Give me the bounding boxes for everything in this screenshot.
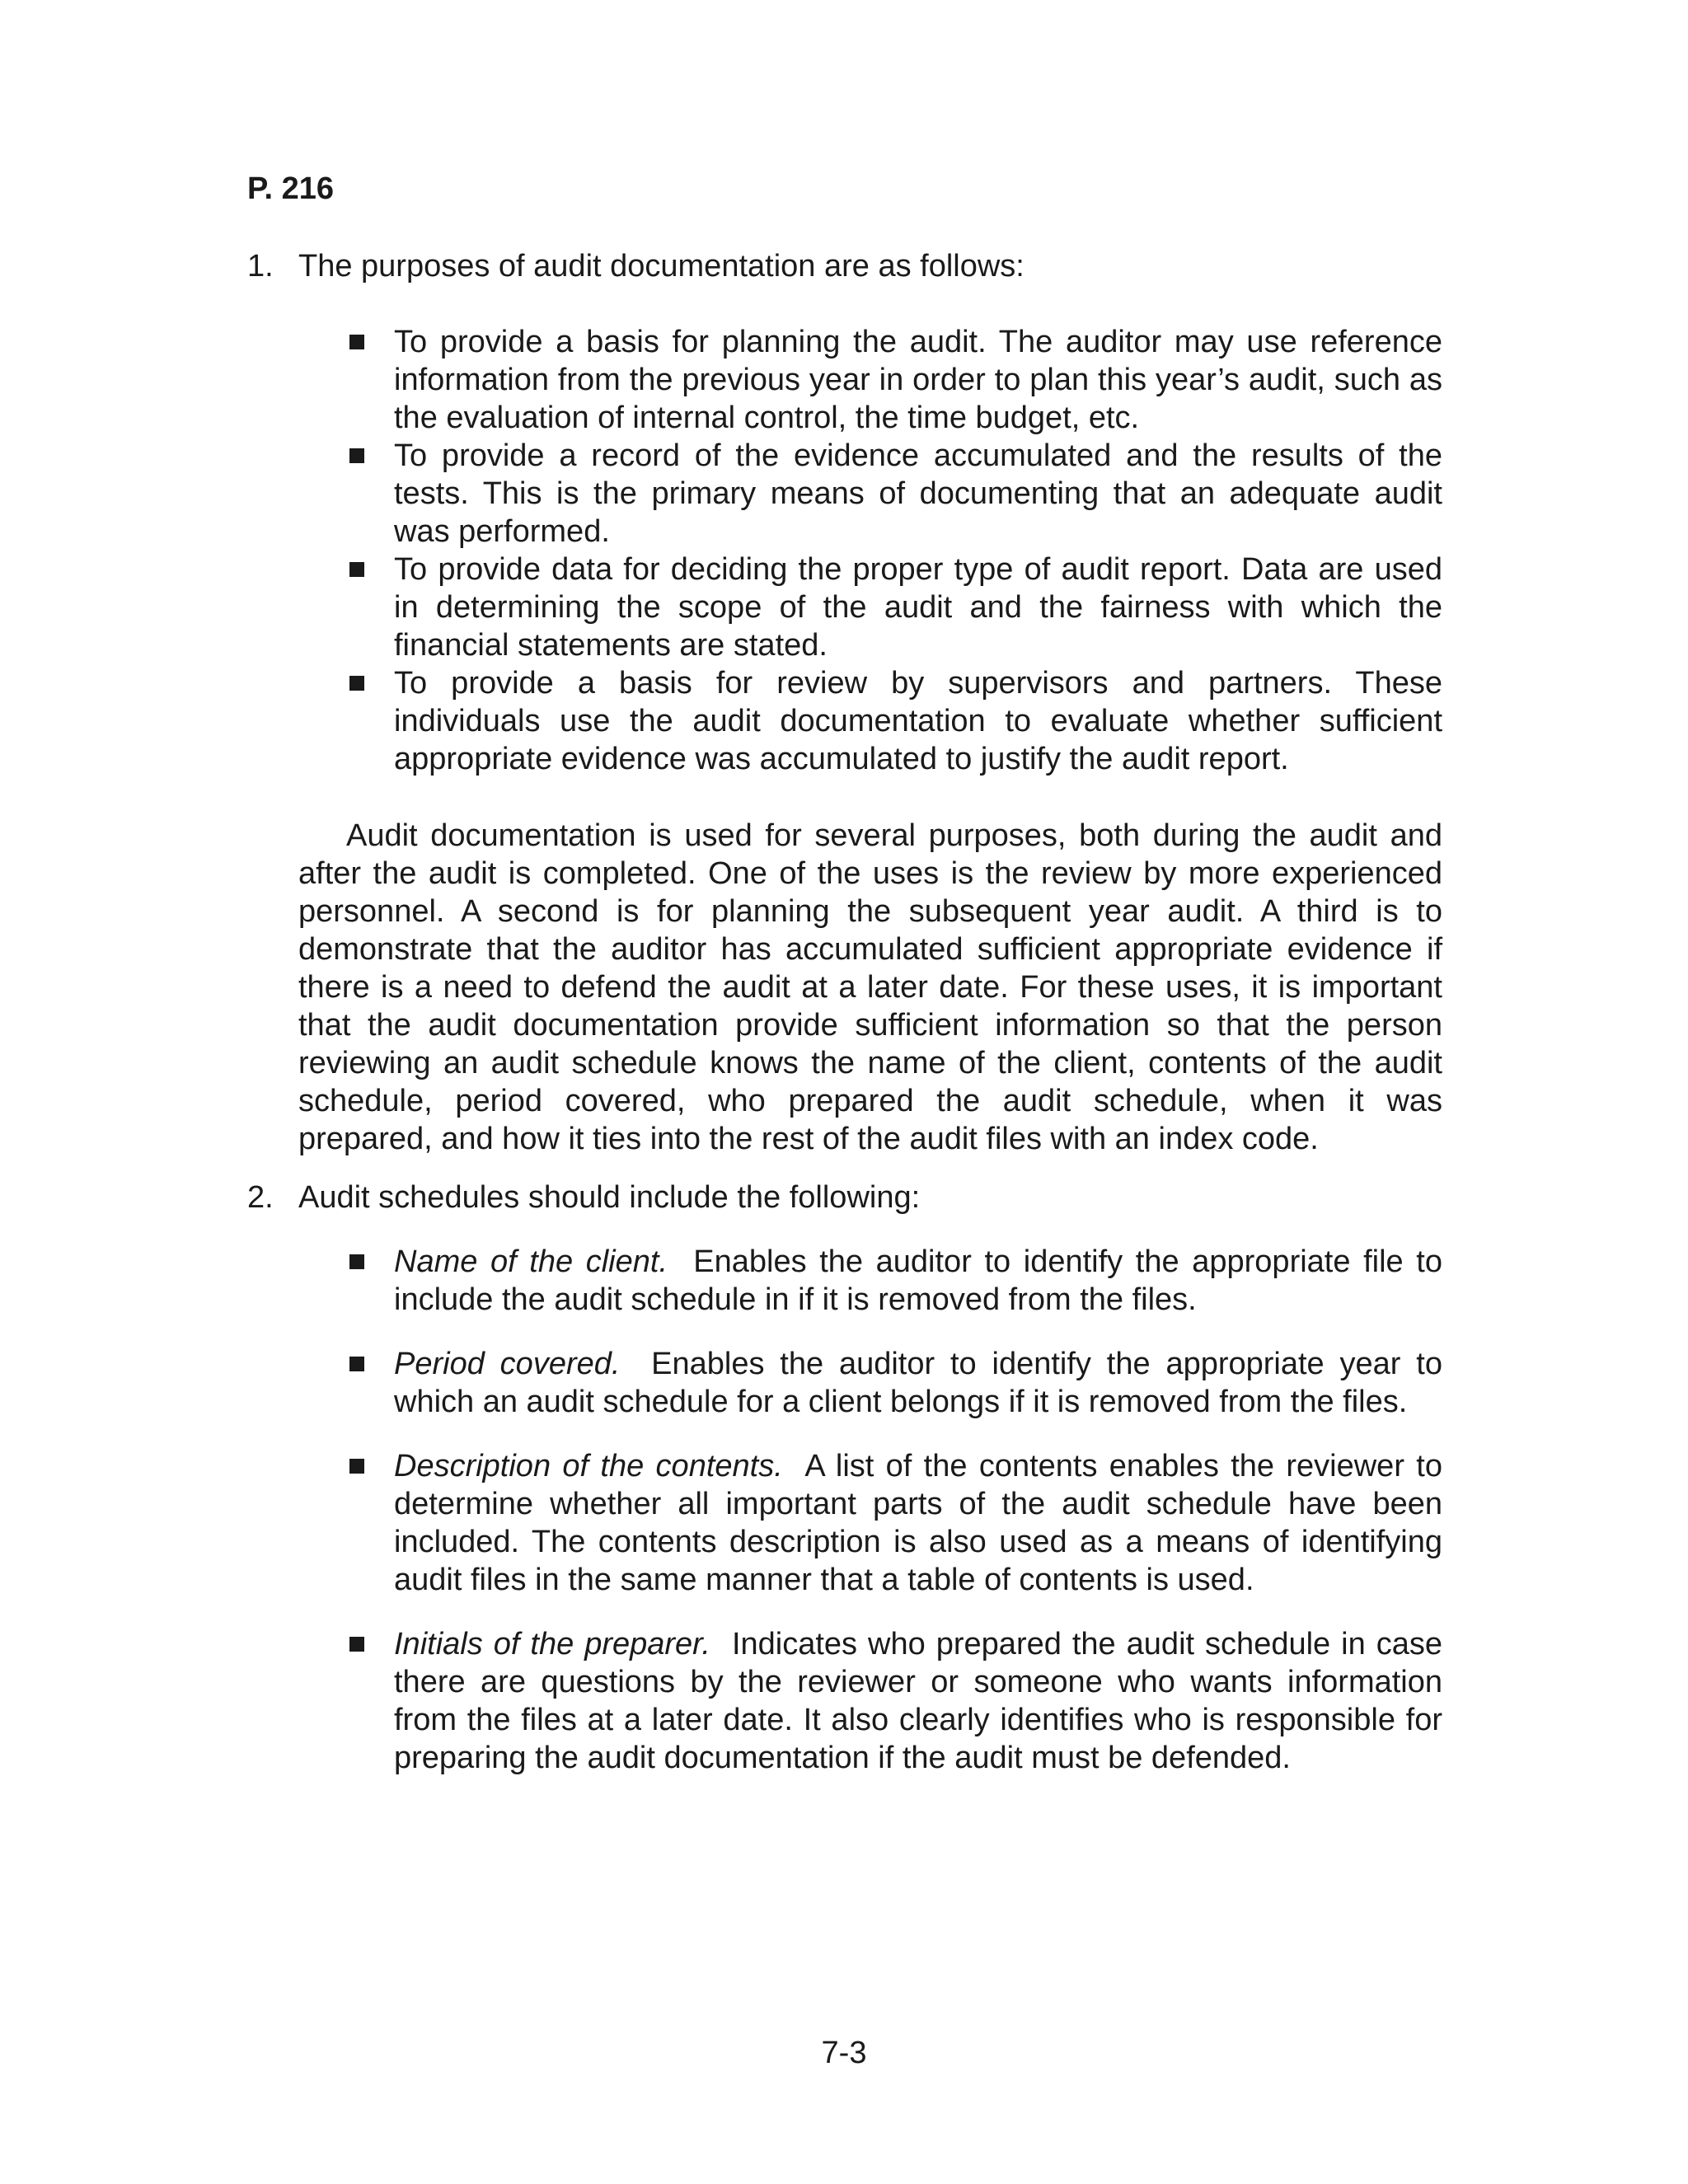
purposes-list bbox=[346, 323, 1442, 778]
square-bullet-icon bbox=[349, 1254, 364, 1269]
list-item-lead: Description of the contents. bbox=[394, 1449, 783, 1483]
question-intro: Audit schedules should include the following: bbox=[298, 1180, 921, 1215]
list-item-text: A list of the contents enables the reviewer to determine whether all important parts of the audit schedule have been included. The contents description is also used as a means of identifying audit files in the same manner that a table of contents is used. bbox=[394, 1449, 1442, 1597]
list-item-lead: Name of the client. bbox=[394, 1244, 668, 1279]
question-number: 1. bbox=[247, 249, 274, 284]
square-bullet-icon bbox=[349, 562, 364, 577]
square-bullet-icon bbox=[349, 448, 364, 463]
list-item bbox=[346, 1243, 1442, 1319]
list-item-text: Enables the auditor to identify the appropriate year to which an audit schedule for a client belongs if it is removed from the files. bbox=[394, 1347, 1442, 1419]
list-item bbox=[346, 551, 1442, 664]
square-bullet-icon bbox=[349, 335, 364, 349]
square-bullet-icon bbox=[349, 1459, 364, 1474]
page-number: 7-3 bbox=[821, 2036, 867, 2070]
list-item-text: To provide a basis for planning the audit. The auditor may use reference information from the previous year in order to plan this year’s audit, such as the evaluation of internal control, the time budget, etc. bbox=[394, 325, 1442, 435]
list-item bbox=[346, 664, 1442, 778]
list-item-lead: Period covered. bbox=[394, 1347, 621, 1381]
list-item bbox=[346, 1625, 1442, 1777]
body-paragraph: Audit documentation is used for several purposes, both during the audit and after the audit is completed. One of the uses is the review by more experienced personnel. A second is for planning the subsequent year audit. A third is to demonstrate that the auditor has accumulated sufficient appropriate evidence if there is a need to defend the audit at a later date. For these uses, it is important that the audit documentation provide sufficient information so that the person reviewing an audit schedule knows the name of the client, contents of the audit schedule, period covered, who prepared the audit schedule, when it was prepared, and how it ties into the rest of the audit files with an index code. bbox=[298, 818, 1442, 1156]
square-bullet-icon bbox=[349, 676, 364, 691]
list-item-text: To provide data for deciding the proper type of audit report. Data are used in determining the scope of the audit and the fairness with which the financial statements are stated. bbox=[394, 552, 1442, 663]
list-item-lead: Initials of the preparer. bbox=[394, 1627, 710, 1661]
square-bullet-icon bbox=[349, 1637, 364, 1652]
list-item bbox=[346, 1345, 1442, 1421]
list-item bbox=[346, 1447, 1442, 1599]
page-label: P. 216 bbox=[247, 171, 334, 206]
list-item bbox=[346, 437, 1442, 551]
list-item-text: Enables the auditor to identify the appropriate file to include the audit schedule in if it is removed from the files. bbox=[394, 1244, 1442, 1317]
square-bullet-icon bbox=[349, 1357, 364, 1371]
list-item-text: To provide a basis for review by supervisors and partners. These individuals use the audit documentation to evaluate whether sufficient appropriate evidence was accumulated to justify the audit report. bbox=[394, 666, 1442, 776]
question-number: 2. bbox=[247, 1180, 274, 1215]
schedule-contents-list bbox=[346, 1243, 1442, 1803]
list-item-text: Indicates who prepared the audit schedule in case there are questions by the reviewer or someone who wants information from the files at a later date. It also clearly identifies who is responsible for preparing the audit documentation if the audit must be defended. bbox=[394, 1627, 1442, 1775]
question-intro: The purposes of audit documentation are as follows: bbox=[298, 249, 1025, 284]
list-item-text: To provide a record of the evidence accumulated and the results of the tests. This is the primary means of documenting that an adequate audit was performed. bbox=[394, 438, 1442, 549]
list-item bbox=[346, 323, 1442, 437]
